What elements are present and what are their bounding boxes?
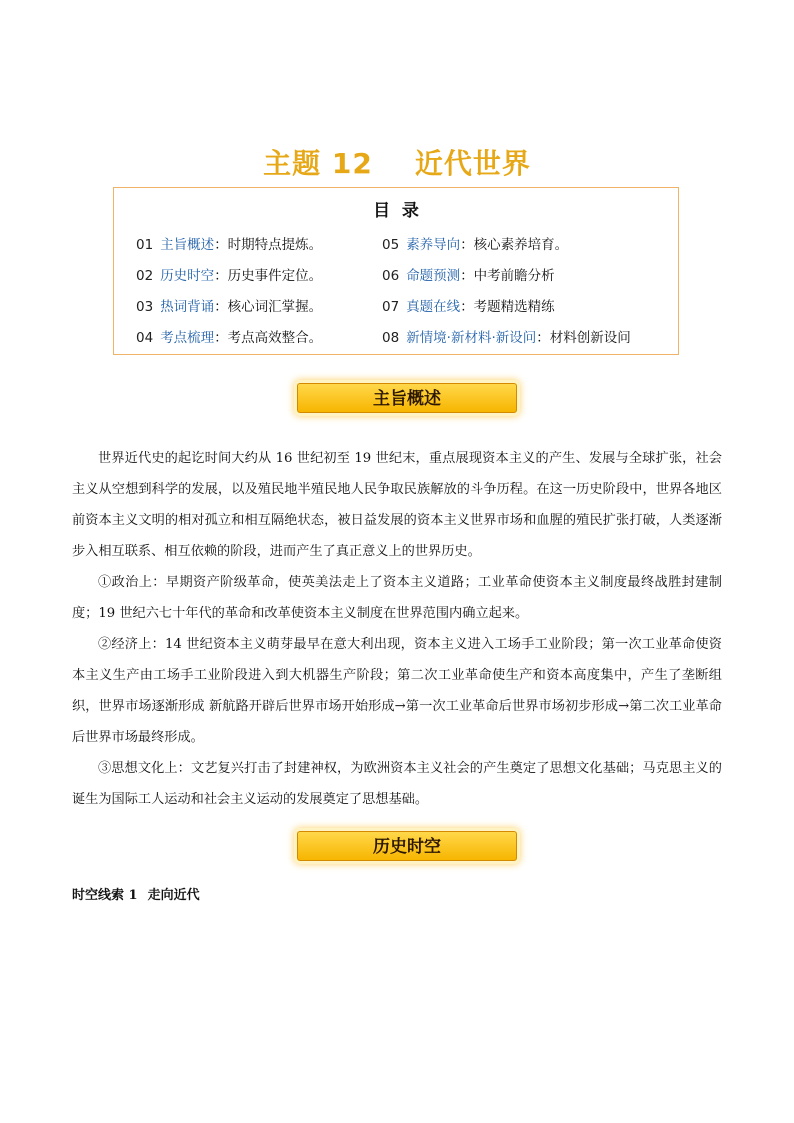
toc-item-04[interactable]: [136, 326, 322, 346]
toc-desc: ：核心词汇掌握。: [214, 299, 323, 315]
subheading-label: 时空线索 1: [72, 888, 138, 903]
paragraph-politics: ①政治上：早期资产阶级革命，使英美法走上了资本主义道路；工业革命使资本主义制度最终战胜封建制度；19 世纪六七十年代的革命和改革使资本主义制度在世界范围内确立起来。: [72, 575, 722, 621]
toc-item-05[interactable]: [382, 233, 568, 253]
toc-num: 05: [382, 237, 400, 253]
title-name: 近代世界: [414, 147, 531, 180]
toc-num: 03: [136, 299, 154, 315]
table-of-contents: [113, 187, 679, 355]
toc-item-08[interactable]: [382, 326, 631, 346]
toc-key: 历史时空: [160, 268, 215, 284]
toc-desc: ：考题精选精练: [460, 299, 555, 315]
toc-num: 02: [136, 268, 154, 284]
section-banner-timeline: 历史时空: [297, 831, 517, 861]
toc-key: 新情境·新材料·新设问: [406, 330, 537, 346]
toc-num: 08: [382, 330, 400, 346]
toc-desc: ：时期特点提炼。: [214, 237, 323, 253]
toc-key: 考点梳理: [160, 330, 215, 346]
toc-desc: ：历史事件定位。: [214, 268, 323, 284]
toc-key: 热词背诵: [160, 299, 215, 315]
toc-key: 素养导向: [406, 237, 461, 253]
toc-key: 主旨概述: [160, 237, 215, 253]
toc-num: 04: [136, 330, 154, 346]
toc-desc: ：考点高效整合。: [214, 330, 323, 346]
toc-key: 命题预测: [406, 268, 461, 284]
page-title: [0, 142, 794, 182]
toc-item-07[interactable]: [382, 295, 555, 315]
subheading-text: 走向近代: [147, 888, 200, 903]
paragraph-culture: ③思想文化上：文艺复兴打击了封建神权，为欧洲资本主义社会的产生奠定了思想文化基础；马克思主义的诞生为国际工人运动和社会主义运动的发展奠定了思想基础。: [72, 761, 722, 807]
paragraph-intro: 世界近代史的起讫时间大约从 16 世纪初至 19 世纪末，重点展现资本主义的产生、发展与全球扩张，社会主义从空想到科学的发展，以及殖民地半殖民地人民争取民族解放的斗争历程。在这一历史阶段中，世界各地区前资本主义文明的相对孤立和相互隔绝状态，被日益发展的资本主义世界市场和血腥的殖民扩张打破，人类逐渐步入相互联系、相互依赖的阶段，进而产生了真正意义上的世界历史。: [72, 451, 722, 559]
toc-desc: ：中考前瞻分析: [460, 268, 555, 284]
toc-item-02[interactable]: [136, 264, 322, 284]
toc-desc: ：核心素养培育。: [460, 237, 569, 253]
toc-num: 01: [136, 237, 154, 253]
paragraph-economy: ②经济上：14 世纪资本主义萌芽最早在意大利出现，资本主义进入工场手工业阶段；第一次工业革命使资本主义生产由工场手工业阶段进入到大机器生产阶段；第二次工业革命使生产和资本高度集中，产生了垄断组织，世界市场逐渐形成 新航路开辟后世界市场开始形成→第一次工业革命后世界市场初步形成→第二次工业革命后世界市场最终形成。: [72, 637, 722, 745]
toc-num: 06: [382, 268, 400, 284]
toc-item-06[interactable]: [382, 264, 555, 284]
toc-item-01[interactable]: [136, 233, 322, 253]
toc-num: 07: [382, 299, 400, 315]
toc-item-03[interactable]: [136, 295, 322, 315]
toc-desc: ：材料创新设问: [536, 330, 631, 346]
toc-heading: 目 录: [373, 201, 419, 221]
timeline-subheading: [72, 884, 200, 903]
section-banner-overview: 主旨概述: [297, 383, 517, 413]
toc-key: 真题在线: [406, 299, 461, 315]
title-prefix: 主题 12: [263, 147, 373, 180]
